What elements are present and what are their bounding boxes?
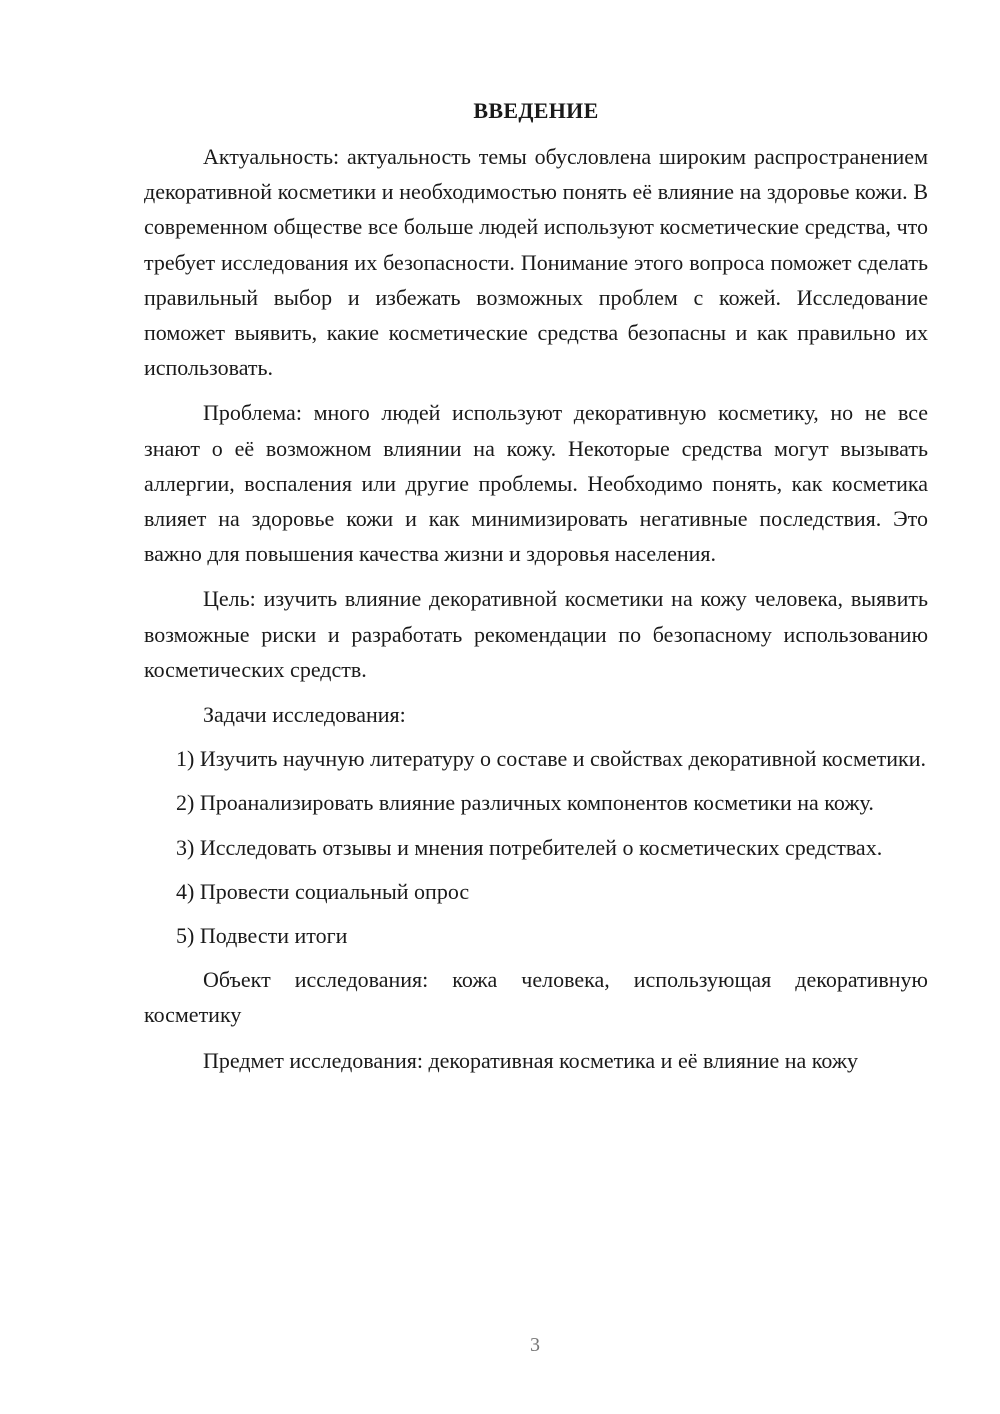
paragraph-subject: Предмет исследования: декоративная косметика и её влияние на кожу — [203, 1047, 859, 1073]
task-item: 5) Подвести итоги — [176, 923, 348, 949]
paragraph-goal: Цель: изучить влияние декоративной косметики на кожу человека, выявить возможные риски и разработать рекомендации по безопасному использованию косметических средств. — [144, 586, 928, 682]
task-item: 4) Провести социальный опрос — [176, 878, 470, 904]
paragraph-problem: Проблема: много людей используют декоративную косметику, но не все знают о её возможном влиянии на кожу. Некоторые средства могут вызывать аллергии, воспаления или другие проблемы. Необходимо понять, как косметика влияет на здоровье кожи и как минимизировать негативные последствия. Это важно для повышения качества жизни и здоровья населения. — [144, 400, 928, 567]
paragraph-object: Объект исследования: кожа человека, использующая декоративную косметику — [144, 967, 928, 1028]
task-item: 2) Проанализировать влияние различных компонентов косметики на кожу. — [176, 790, 874, 816]
page-content — [144, 96, 928, 1078]
page-number: 3 — [530, 1334, 540, 1356]
task-item: 1) Изучить научную литературу о составе и свойствах декоративной косметики. — [176, 746, 926, 772]
tasks-list — [144, 741, 928, 953]
task-item: 3) Исследовать отзывы и мнения потребителей о косметических средствах. — [176, 834, 883, 860]
tasks-heading: Задачи исследования: — [203, 702, 406, 728]
page-title: ВВЕДЕНИЕ — [473, 98, 599, 123]
paragraph-relevance: Актуальность: актуальность темы обусловлена широким распространением декоративной косметики и необходимостью понять её влияние на здоровье кожи. В современном обществе все больше людей используют косметические средства, что требует исследования их безопасности. Понимание этого вопроса поможет сделать правильный выбор и избежать возможных проблем с кожей. Исследование поможет выявить, какие косметические средства безопасны и как правильно их использовать. — [144, 144, 928, 381]
